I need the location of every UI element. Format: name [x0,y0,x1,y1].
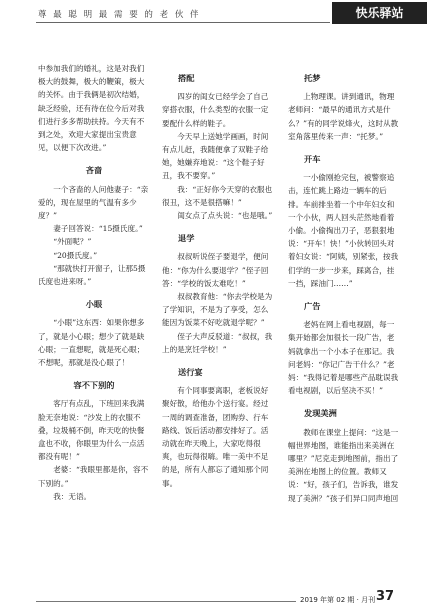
page-footer [0,590,427,615]
joke-paragraph: “外面呢？” [53,237,92,247]
joke-paragraph: 我：无语。 [53,491,92,501]
joke-paragraph: 中参加我们的婚礼，这是对我们极大的鼓舞，极大的鞭策，极大的关怀。由于我俩是初次结婚，缺乏经验，还有待在位今后对我们进行多多帮助扶持。今天有不到之处，欢迎大家提出宝贵意见，以便下次改进。” [38,64,145,153]
article-column-2 [162,62,274,490]
joke-title: 小眼 [85,299,103,310]
joke-title: 吝啬 [85,165,103,176]
footer-divider [36,601,296,602]
joke-paragraph: 四岁的闺女已经学会了自己穿搭衣服，什么类型的衣服一定要配什么样的鞋子。 [162,92,269,128]
joke-paragraph: 侄子大声反驳道：“叔叔，我上的是烹饪学校！” [162,331,273,354]
joke-paragraph: 闺女点了点头说：“也是哦。” [177,211,273,221]
joke-title: 托梦 [304,73,321,83]
joke-title: 容不下别的 [73,380,115,391]
joke-paragraph: 一小偷刚抢完包，被警察追击，连忙跳上路边一辆车的后排。车前排坐着一个中年妇女和一个小伙，两人回头茫然地看着小偷。小偷掏出刀子，恶狠狠地说：“开车！快！”小伙转回头对着妇女说：“阿姨，别紧张，按我们学的一步一步来，踩离合，挂一挡，踩油门……” [288,173,399,288]
column-brand-badge: 快乐驿站 [332,2,427,24]
joke-paragraph: “20摄氏度。” [53,250,98,260]
joke-paragraph: 叔叔教育他：“你去学校是为了学知识，不是为了享受，怎么能因为饭菜不好吃就退学呢？” [162,292,273,328]
page-header [0,0,427,40]
joke-title: 开车 [304,154,321,165]
article-column-3 [288,62,400,505]
header-slogan: 尊 最 聪 明 最 需 要 的 老 伙 伴 [38,10,201,20]
joke-title: 送行宴 [178,367,203,378]
article-column-1 [38,62,150,503]
joke-paragraph: 老妈在网上看电视剧，每一集开始都会加很长一段广告，老妈就拿出一个小本子在那记。我问老妈：“你记广告干什么？”老妈：“我得记着是哪些产品耽误我看电视剧，以后坚决不买！” [288,320,399,396]
joke-paragraph: 老婆：“我眼里都是你，容不下别的。” [38,465,149,488]
issue-info: 2019 年第 02 期 · 月刊 [300,596,376,604]
joke-title: 发现美洲 [304,408,337,419]
joke-paragraph: “小眼”这东西：如果你想多了，就是小心眼；想少了就是缺心眼；一直想呢，就是死心眼；不想呢，那就是没心眼了！ [38,318,145,368]
joke-paragraph: “那就快打开窗子，让那5摄氏度也进来呀。” [38,263,146,287]
joke-title: 搭配 [178,73,195,83]
joke-title: 退学 [178,233,195,244]
joke-paragraph: 我：“正好你今天穿的衣服也很丑，这不是很搭嘛！” [162,184,273,207]
joke-paragraph: 叔叔听说侄子要退学，便问他：“你为什么要退学？”侄子回答：“学校的饭太难吃！” [162,252,269,288]
joke-paragraph: 有个同事要离职，老板说好聚好散，给他办个送行宴。经过一周的调查准备，团购券、行车路线、饭后活动都安排好了。活动就在昨天晚上，大家吃得很爽，也玩得很嗨。唯一美中不足的是，所有人都忘了通知那个同事。 [162,386,269,488]
joke-paragraph: 上物理课。讲到通讯，物理老师问：“最早的通讯方式是什么？”有的同学说烽火，这时从教室角落里传来一声：“托梦。” [288,92,399,141]
header-divider [36,22,330,23]
joke-paragraph: 一个吝啬的人问他妻子：“亲爱的，现在屋里的气温有多少度？” [38,184,149,221]
page-number: 37 [376,589,395,604]
joke-paragraph: 今天早上送她学画画，时间有点儿赶，我随便拿了双鞋子给她，她嫌弃地说：“这个鞋子好丑，我不要穿。” [162,131,269,181]
joke-paragraph: 教师在课堂上提问：“这是一幅世界地图，谁能指出来美洲在哪里？”尼克走到地图前，指出了美洲在地图上的位置。教师又说：“好，孩子们，告诉我，谁发现了美洲？”孩子们异口同声地回 [288,427,399,503]
joke-title: 广告 [304,301,321,312]
joke-paragraph: 妻子回答说：“15摄氏度。” [53,224,143,234]
joke-paragraph: 客厅有点乱，下班回来我满脸无奈地说：“沙发上的衣服不叠，垃圾桶不倒，昨天吃的快餐盒也不收，你眼里为什么一点活都没有呢！” [38,399,145,462]
